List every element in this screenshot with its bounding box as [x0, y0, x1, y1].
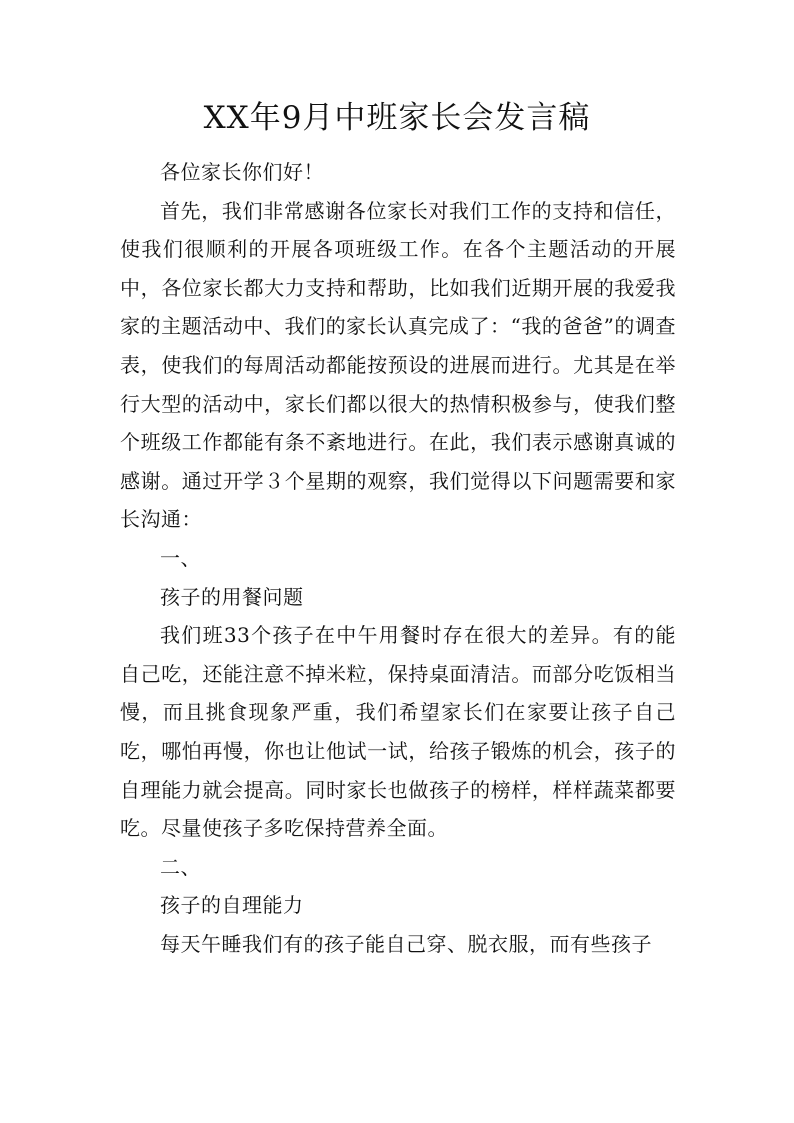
- section-number-2: 二、: [160, 854, 201, 879]
- meals-paragraph: 我们班33个孩子在中午用餐时存在很大的差异。有的能自己吃，还能注意不掉米粒，保持桌面清洁。而部分吃饭相当慢，而且挑食现象严重，我们希望家长们在家要让孩子自己吃，哪怕再慢，你也让他试一试，给孩子锻炼的机会，孩子的自理能力就会提高。同时家长也做孩子的榜样，样样蔬菜都要吃。尽量使孩子多吃保持营养全面。: [120, 623, 676, 841]
- document-title: XX年9月中班家长会发言稿: [203, 100, 591, 136]
- document-body: [120, 153, 676, 963]
- section-number-1: 一、: [160, 545, 201, 570]
- section-heading-self-care: 孩子的自理能力: [160, 893, 304, 918]
- intro-paragraph: 首先，我们非常感谢各位家长对我们工作的支持和信任，使我们很顺利的开展各项班级工作。在各个主题活动的开展中，各位家长都大力支持和帮助，比如我们近期开展的我爱我家的主题活动中、我们的家长认真完成了：“我的爸爸”的调查表，使我们的每周活动都能按预设的进展而进行。尤其是在举行大型的活动中，家长们都以很大的热情积极参与，使我们整个班级工作都能有条不紊地进行。在此，我们表示感谢真诚的感谢。通过开学３个星期的观察，我们觉得以下问题需要和家长沟通：: [120, 198, 676, 532]
- section-heading-meals: 孩子的用餐问题: [160, 584, 304, 609]
- greeting-paragraph: 各位家长你们好！: [160, 160, 324, 184]
- self-care-paragraph: 每天午睡我们有的孩子能自己穿、脱衣服，而有些孩子: [160, 931, 652, 956]
